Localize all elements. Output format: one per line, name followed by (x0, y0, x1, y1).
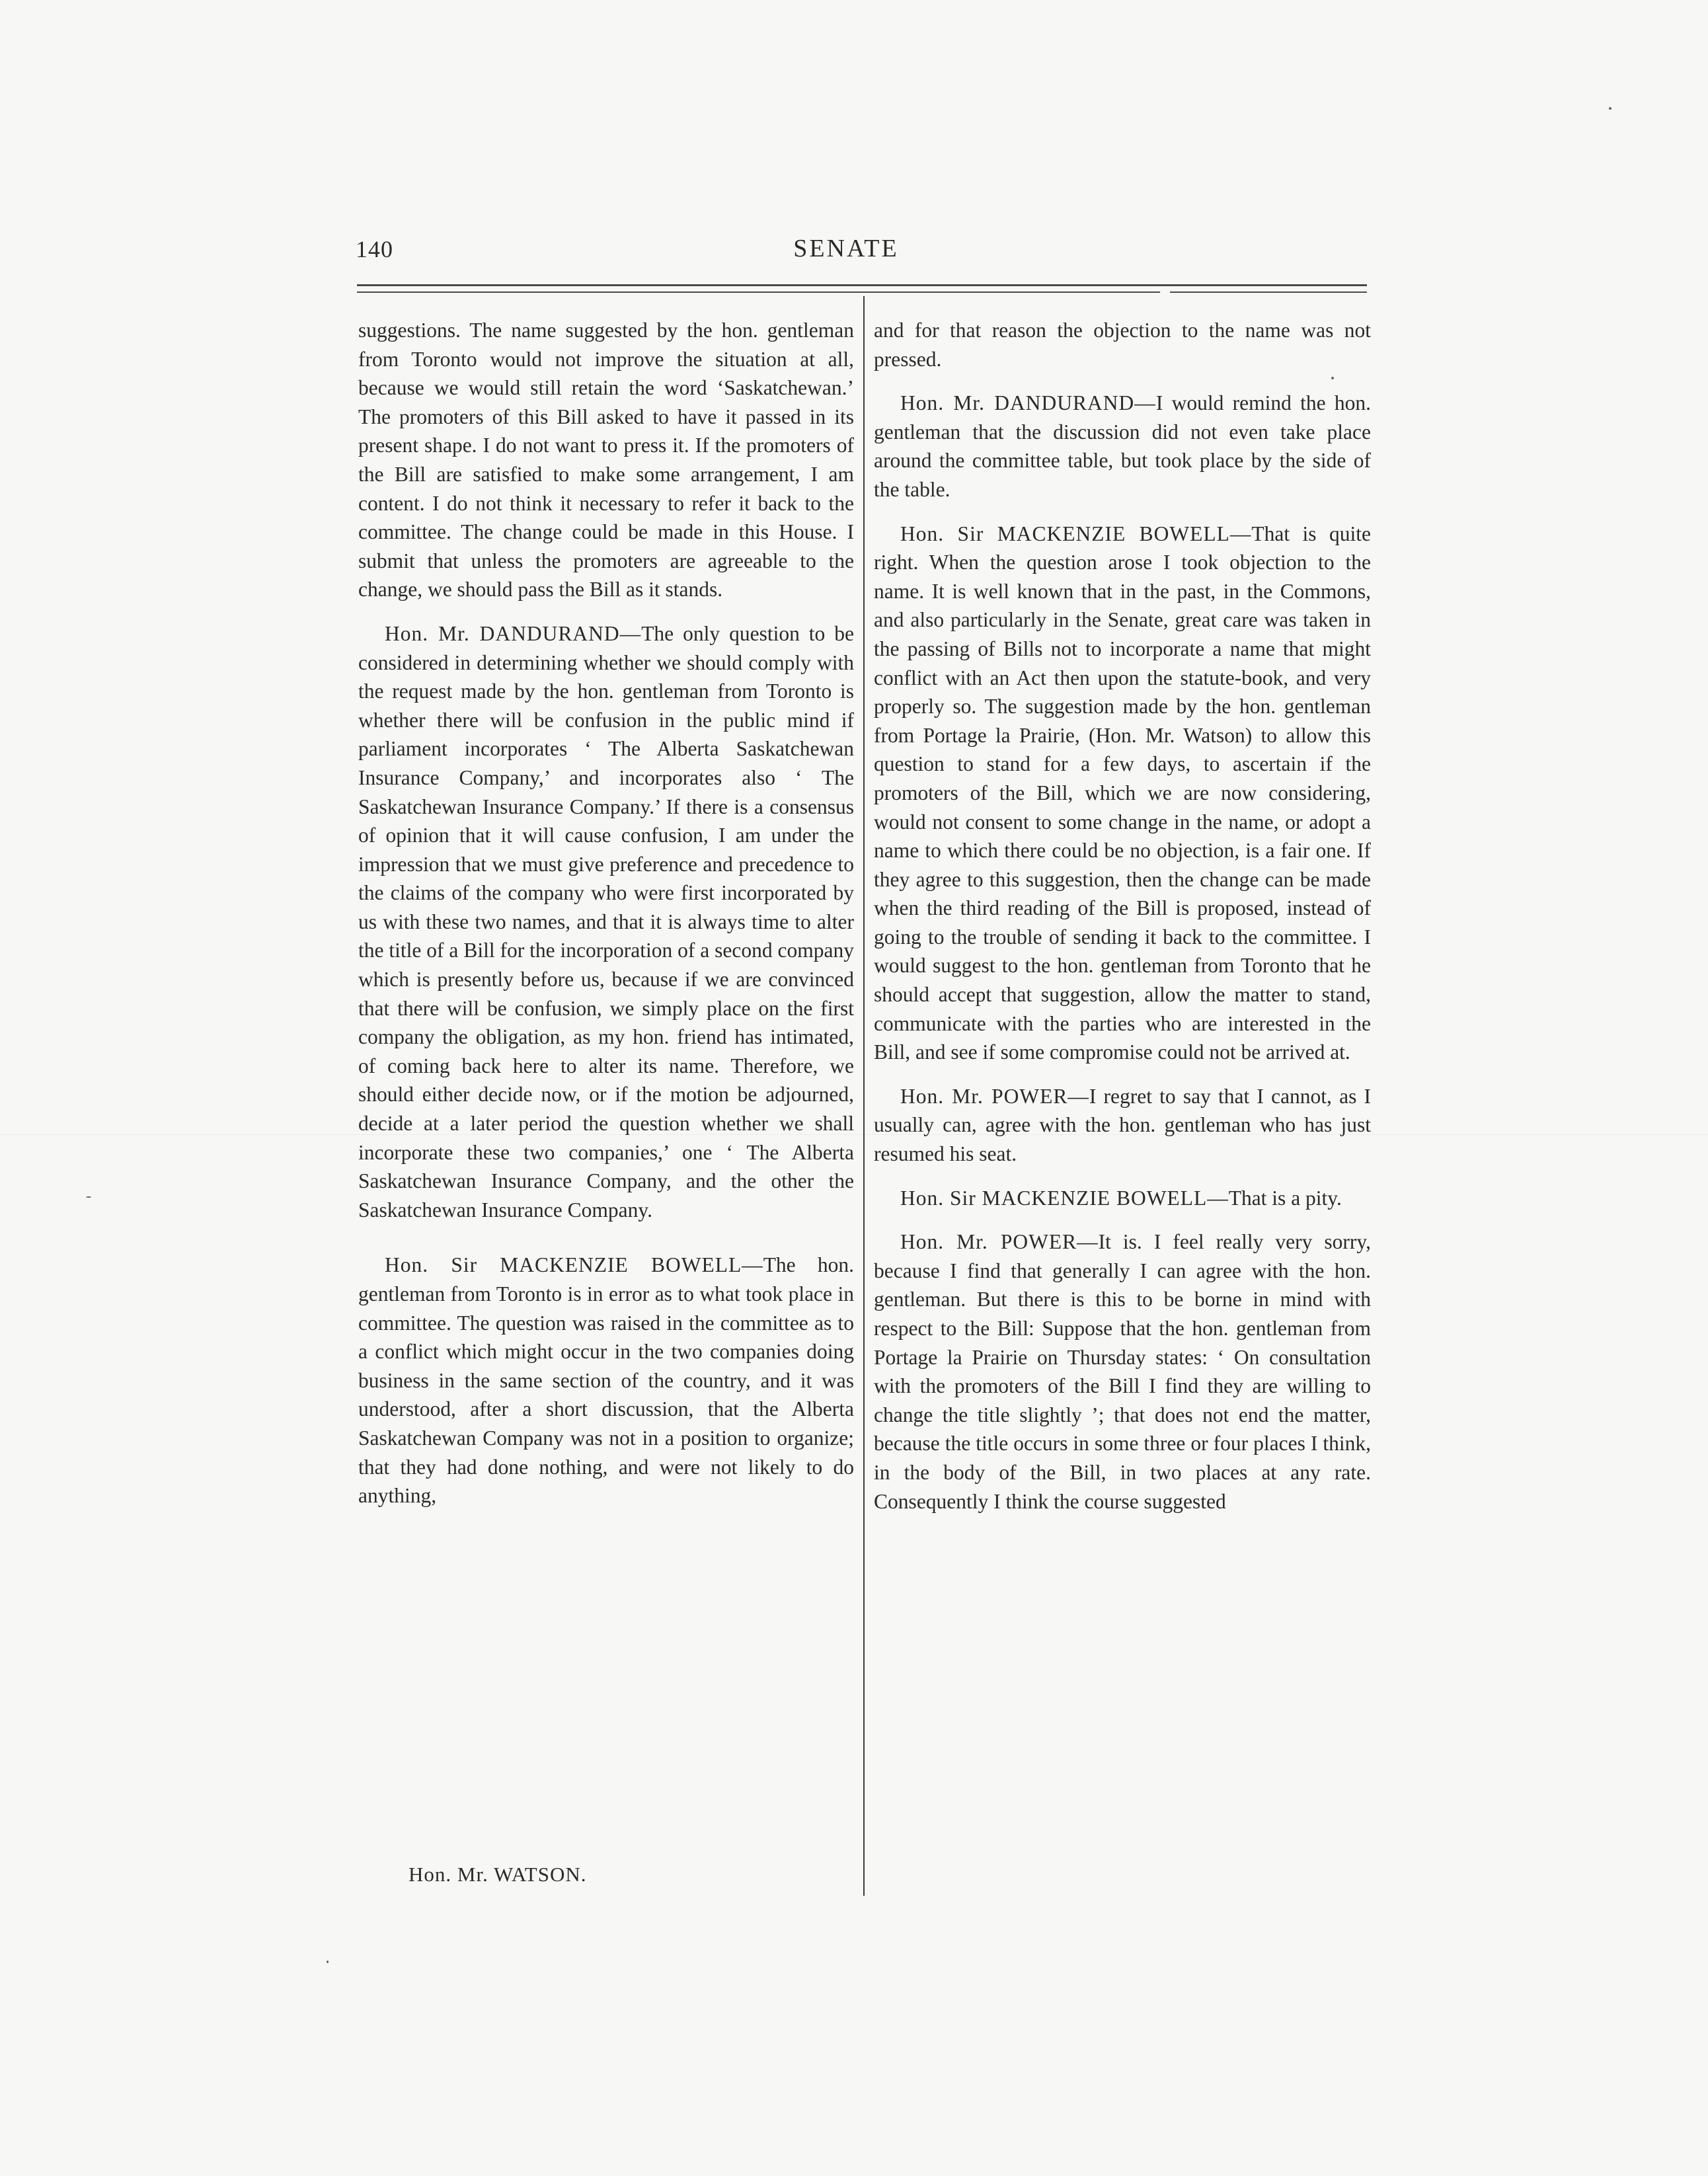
paragraph-text: and for that reason the objection to the name was not pressed. (874, 319, 1371, 371)
paragraph-text: suggestions. The name suggested by the hon. gentleman from Toronto would not improve the situation at all, because we would still retain the word ‘Saskatchewan.’ The promoters of this Bill asked to have it passed in its present shape. I do not want to press it. If the promoters of the Bill are satisfied to make some arrangement, I am content. I do not think it necessary to refer it back to the committee. The change could be made in this House. I submit that unless the promoters are agreeable to the change, we should pass the Bill as it stands. (358, 319, 854, 602)
left-column (358, 316, 854, 1510)
right-column (874, 316, 1371, 1516)
speaker-name: Hon. Mr. POWER— (900, 1084, 1089, 1108)
paragraph (874, 316, 1371, 373)
paragraph (358, 619, 854, 1224)
column-divider (863, 296, 865, 1896)
header-rule-bottom (357, 291, 1160, 293)
paragraph-text: I regret to say that I cannot, as I usually can, agree with the hon. gentleman who has just resumed his seat. (874, 1084, 1372, 1166)
paragraph-text: I would remind the hon. gentleman that the discussion did not even take place around the committee table, but took place by the side of the table. (874, 391, 1371, 501)
paragraph (874, 1227, 1371, 1516)
scan-speck (327, 1961, 329, 1963)
speaker-name: Hon. Mr. DANDURAND— (385, 621, 642, 645)
speaker-name: Hon. Mr. POWER— (900, 1230, 1099, 1254)
paragraph-text: It is. I feel really very sorry, because I find that generally I can agree with the hon. gentleman. But there is this to be borne in mind with respect to the Bill: Suppose that the hon. gentleman from Portage la Prairie on Thursday states: ‘ On consultation with the promoters of the Bill I find they are willing to change the title slightly ’; that does not end the matter, because the title occurs in some three or four places I think, in the body of the Bill, in two places at any rate. Consequently I think the course suggested (874, 1230, 1371, 1513)
page-number: 140 (356, 236, 393, 262)
paragraph-text: That is quite right. When the question arose I took objection to the name. It is well known that in the past, in the Commons, and also particularly in the Senate, great care was taken in the passing of Bills not to incorporate a name that might conflict with an Act then upon the statute-book, and very properly so. The suggestion made by the hon. gentleman from Portage la Prairie, (Hon. Mr. Watson) to allow this question to stand for a few days, to ascertain if the promoters of the Bill, which we are now considering, would not consent to some change in the name, or adopt a name to which there could be no objection, is a fair one. If they agree to this suggestion, then the change can be made when the third reading of the Bill is proposed, instead of going to the trouble of sending it back to the committee. I would suggest to the hon. gentleman from Toronto that he should accept that suggestion, allow the matter to stand, communicate with the parties who are interested in the Bill, and see if some compromise could not be arrived at. (874, 522, 1371, 1064)
scan-speck (86, 1196, 91, 1198)
paragraph (874, 520, 1371, 1067)
paragraph (358, 1251, 854, 1510)
speaker-name: Hon. Mr. DANDURAND— (900, 391, 1156, 415)
header-rule-top (357, 284, 1367, 286)
speaker-name: Hon. Sir MACKENZIE BOWELL— (385, 1253, 763, 1277)
page-title: SENATE (793, 235, 899, 262)
header-rule-bottom-right (1170, 291, 1367, 293)
paragraph-text: The hon. gentleman from Toronto is in error as to what took place in committee. The question was raised in the committee as to a conflict which might occur in the two companies doing business in the same section of the country, and it was understood, after a short discussion, that the Alberta Saskatchewan Company was not in a position to organize; that they had done nothing, and were not likely to do anything, (358, 1253, 854, 1508)
fold-line (0, 1134, 1708, 1135)
scan-speck (1331, 377, 1334, 379)
paragraph (358, 316, 854, 604)
paragraph-text: The only question to be considered in determining whether we should comply with the request made by the hon. gentleman from Toronto is whether there will be confusion in the public mind if parliament incorporates ‘ The Alberta Saskatchewan Insurance Company,’ and incorporates also ‘ The Saskatchewan Insurance Company.’ If there is a consensus of opinion that it will cause confusion, I am under the impression that we must give preference and precedence to the claims of the company who were first incorporated by us with these two names, and that it is always time to alter the title of a Bill for the incorporation of a second company which is presently before us, because if we are convinced that there will be confusion, we simply place on the first company the obligation, as my hon. friend has intimated, of coming back here to alter its name. Therefore, we should either decide now, or if the motion be adjourned, decide at a later period the question whether we shall incorporate these two companies,’ one ‘ The Alberta Saskatchewan Insurance Company, and the other the Saskatchewan Insurance Company. (358, 621, 854, 1222)
paragraph (874, 389, 1371, 504)
scan-speck (1609, 107, 1611, 110)
paragraph (874, 1082, 1371, 1169)
paragraph-text: That is a pity. (1228, 1186, 1342, 1210)
speaker-name: Hon. Sir MACKENZIE BOWELL— (900, 522, 1252, 545)
speaker-name: Hon. Sir MACKENZIE BOWELL— (900, 1186, 1229, 1210)
footer-note: Hon. Mr. WATSON. (408, 1863, 587, 1886)
paragraph (874, 1184, 1371, 1213)
